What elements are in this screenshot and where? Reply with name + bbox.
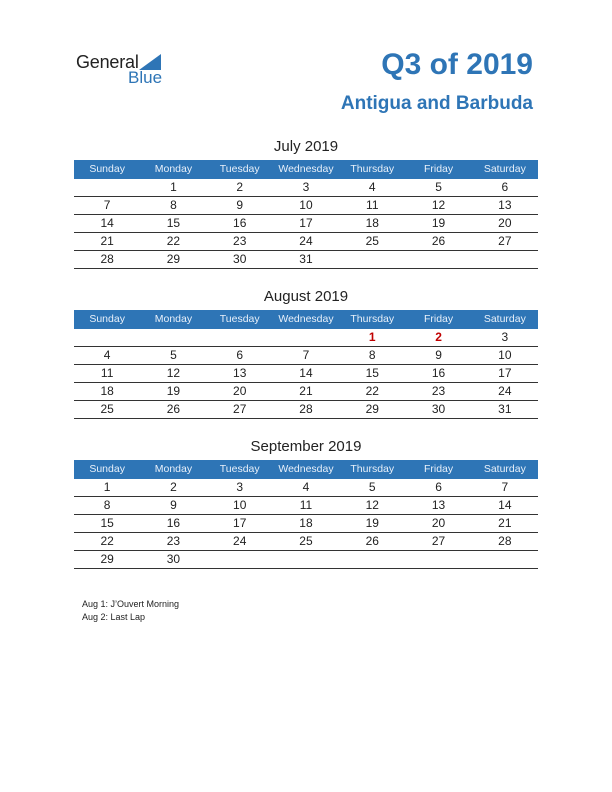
day-cell: 18 [365, 216, 379, 230]
day-cell: 2 [435, 330, 442, 344]
day-cell: 29 [365, 402, 379, 416]
day-cell: 27 [498, 234, 512, 248]
week-row [74, 479, 538, 497]
weekday-sunday: Sunday [89, 163, 125, 175]
day-cell: 12 [431, 198, 446, 212]
day-cell: 1 [103, 480, 111, 494]
day-cell: 24 [299, 234, 313, 248]
week-row [74, 251, 538, 269]
day-cell: 12 [166, 366, 181, 380]
day-cell: 7 [302, 348, 310, 362]
day-cell: 17 [233, 516, 247, 530]
day-cell: 1 [170, 180, 177, 194]
week-row [74, 347, 538, 365]
day-cell: 4 [302, 480, 310, 494]
day-cell: 20 [233, 384, 247, 398]
day-cell: 14 [498, 498, 512, 512]
day-cell: 29 [100, 552, 114, 566]
quarter-title: Q3 of 2019 [381, 48, 533, 81]
week-row [74, 533, 538, 551]
week-row [74, 515, 538, 533]
day-cell: 24 [233, 534, 247, 548]
empty-day-cell [74, 179, 140, 196]
week-row [74, 401, 538, 419]
day-cell: 5 [368, 480, 376, 494]
day-cell: 26 [166, 402, 181, 416]
week-row [74, 197, 538, 215]
empty-day-cell [339, 551, 405, 568]
day-cell: 23 [431, 384, 446, 398]
day-cell: 7 [501, 480, 509, 494]
weekday-monday: Monday [154, 313, 193, 325]
day-cell: 15 [100, 516, 114, 530]
day-cell: 9 [435, 348, 442, 362]
day-cell: 22 [166, 234, 181, 248]
logo [76, 52, 186, 92]
day-cell: 23 [233, 234, 247, 248]
day-cell: 6 [501, 180, 509, 194]
day-cell: 10 [498, 348, 512, 362]
weeks [74, 179, 538, 269]
day-cell: 21 [498, 516, 512, 530]
weekday-thursday: Thursday [350, 463, 395, 475]
weekday-friday: Friday [423, 313, 454, 325]
weekday-tuesday: Tuesday [219, 313, 260, 325]
weekday-saturday: Saturday [483, 463, 526, 475]
day-cell: 17 [299, 216, 313, 230]
day-cell: 13 [431, 498, 446, 512]
day-cell: 24 [498, 384, 512, 398]
day-cell: 18 [299, 516, 313, 530]
week-row [74, 551, 538, 569]
weekday-header [74, 310, 538, 329]
day-cell: 16 [431, 366, 446, 380]
day-cell: 19 [365, 516, 379, 530]
day-cell: 6 [435, 480, 442, 494]
day-cell: 13 [233, 366, 247, 380]
day-cell: 8 [368, 348, 376, 362]
day-cell: 8 [103, 498, 111, 512]
day-cell: 10 [233, 498, 247, 512]
day-cell: 11 [299, 498, 313, 512]
day-cell: 3 [236, 480, 244, 494]
day-cell: 31 [299, 252, 313, 266]
week-row [74, 215, 538, 233]
day-cell: 7 [103, 198, 111, 212]
day-cell: 12 [365, 498, 379, 512]
day-cell: 5 [435, 180, 442, 194]
holiday-notes [82, 598, 179, 624]
empty-day-cell [273, 551, 339, 568]
day-cell: 27 [233, 402, 247, 416]
logo-general-text: General [76, 52, 139, 72]
week-row [74, 365, 538, 383]
country-title: Antigua and Barbuda [340, 93, 533, 114]
holiday-note: Aug 1: J’Ouvert Morning [82, 599, 180, 609]
weeks [74, 479, 538, 569]
day-cell: 2 [236, 180, 244, 194]
weekday-header [74, 160, 538, 179]
weekday-tuesday: Tuesday [219, 463, 260, 475]
weekday-header [74, 460, 538, 479]
day-cell: 30 [233, 252, 247, 266]
day-cell: 29 [166, 252, 181, 266]
day-cell: 31 [498, 402, 512, 416]
day-cell: 25 [299, 534, 313, 548]
day-cell: 20 [431, 516, 446, 530]
day-cell: 11 [366, 198, 379, 212]
day-cell: 23 [166, 534, 181, 548]
weekday-monday: Monday [154, 463, 193, 475]
empty-day-cell [273, 329, 339, 346]
day-cell: 28 [299, 402, 313, 416]
weekday-wednesday: Wednesday [278, 163, 334, 175]
empty-day-cell [140, 329, 206, 346]
day-cell: 10 [299, 198, 313, 212]
day-cell: 5 [170, 348, 177, 362]
day-cell: 3 [501, 330, 509, 344]
day-cell: 25 [365, 234, 379, 248]
weekday-monday: Monday [154, 163, 193, 175]
day-cell: 2 [170, 480, 177, 494]
day-cell: 20 [498, 216, 512, 230]
week-row [74, 233, 538, 251]
weekday-thursday: Thursday [350, 313, 395, 325]
weekday-sunday: Sunday [89, 463, 125, 475]
day-cell: 19 [431, 216, 446, 230]
month-july [74, 138, 538, 269]
weekday-sunday: Sunday [89, 313, 125, 325]
day-cell: 4 [103, 348, 111, 362]
empty-day-cell [74, 329, 140, 346]
day-cell: 28 [100, 252, 114, 266]
empty-day-cell [207, 551, 273, 568]
day-cell: 8 [170, 198, 177, 212]
day-cell: 18 [100, 384, 114, 398]
day-cell: 21 [299, 384, 313, 398]
weekday-saturday: Saturday [483, 163, 526, 175]
empty-day-cell [207, 329, 273, 346]
day-cell: 9 [236, 198, 244, 212]
day-cell: 16 [233, 216, 247, 230]
day-cell: 26 [365, 534, 379, 548]
day-cell: 22 [365, 384, 379, 398]
day-cell: 21 [100, 234, 114, 248]
day-cell: 13 [498, 198, 512, 212]
empty-day-cell [339, 251, 405, 268]
week-row [74, 179, 538, 197]
day-cell: 6 [236, 348, 244, 362]
day-cell: 3 [302, 180, 310, 194]
day-cell: 30 [166, 552, 181, 566]
weekday-wednesday: Wednesday [278, 313, 334, 325]
day-cell: 28 [498, 534, 512, 548]
day-cell: 14 [299, 366, 313, 380]
weekday-saturday: Saturday [483, 313, 526, 325]
empty-day-cell [405, 251, 471, 268]
weeks [74, 329, 538, 419]
day-cell: 11 [100, 366, 114, 380]
week-row [74, 497, 538, 515]
weekday-friday: Friday [423, 463, 454, 475]
weekday-friday: Friday [423, 163, 454, 175]
day-cell: 14 [100, 216, 114, 230]
day-cell: 27 [431, 534, 446, 548]
day-cell: 1 [368, 330, 376, 344]
day-cell: 17 [498, 366, 512, 380]
day-cell: 4 [368, 180, 376, 194]
month-title: July 2019 [273, 138, 339, 155]
empty-day-cell [405, 551, 471, 568]
holiday-note: Aug 2: Last Lap [82, 612, 146, 622]
weekday-wednesday: Wednesday [278, 463, 334, 475]
weekday-thursday: Thursday [350, 163, 395, 175]
day-cell: 15 [365, 366, 379, 380]
day-cell: 22 [100, 534, 114, 548]
logo-blue-text: Blue [128, 68, 163, 87]
week-row [74, 329, 538, 347]
empty-day-cell [472, 551, 538, 568]
day-cell: 9 [170, 498, 177, 512]
day-cell: 26 [431, 234, 446, 248]
month-title: August 2019 [263, 288, 349, 305]
day-cell: 19 [166, 384, 181, 398]
day-cell: 25 [100, 402, 114, 416]
empty-day-cell [472, 251, 538, 268]
month-title: September 2019 [250, 438, 362, 455]
day-cell: 16 [166, 516, 181, 530]
day-cell: 15 [166, 216, 181, 230]
week-row [74, 383, 538, 401]
day-cell: 30 [431, 402, 446, 416]
month-august [74, 288, 538, 419]
month-september [74, 438, 538, 569]
weekday-tuesday: Tuesday [219, 163, 260, 175]
